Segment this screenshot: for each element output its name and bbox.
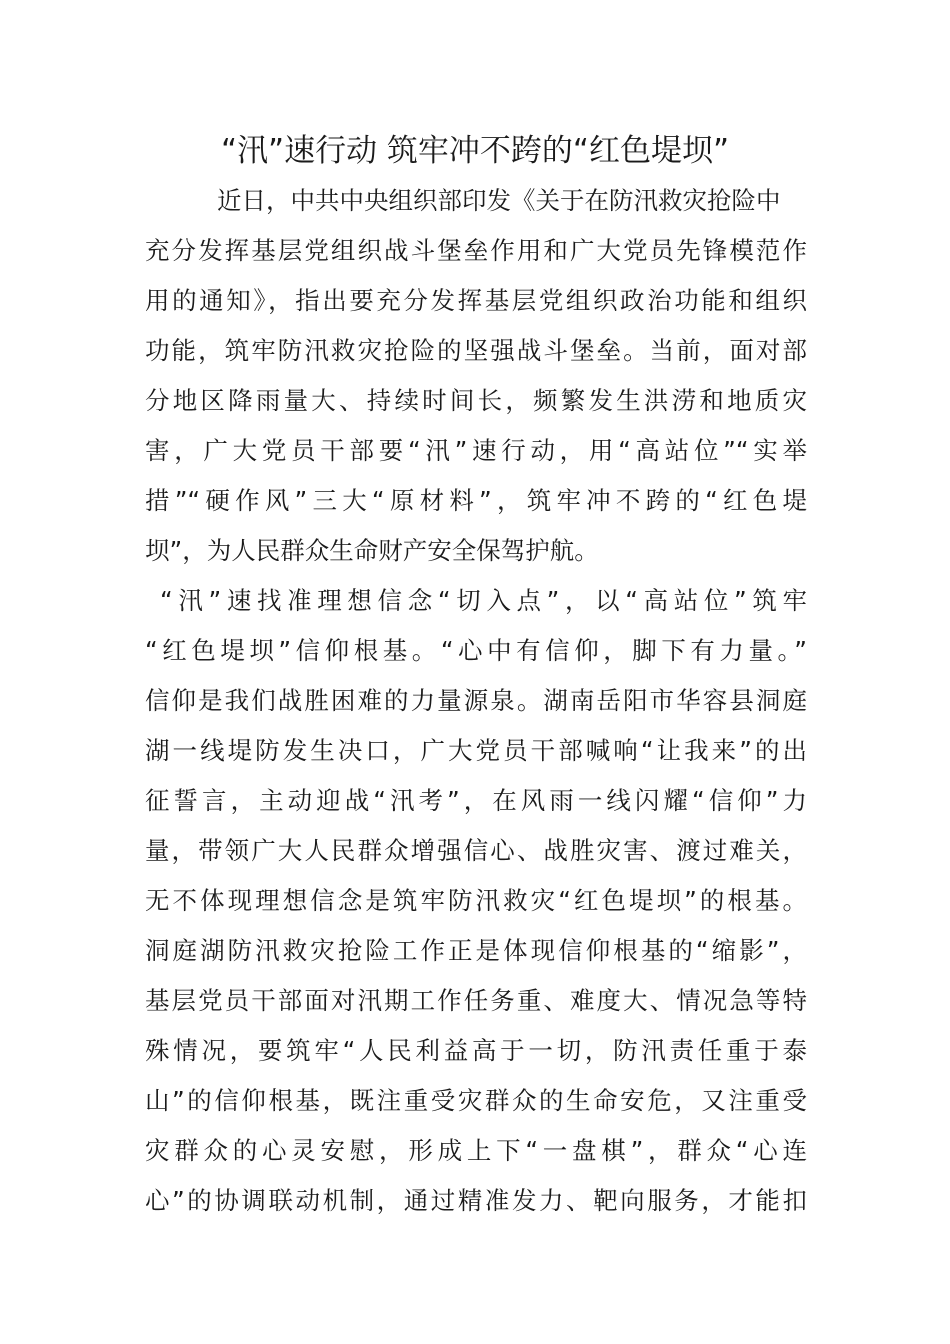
paragraph-line-13: 征誓言，主动迎战“汛考”，在风雨一线闪耀“信仰”力 — [145, 786, 807, 815]
paragraph-line-19: 山”的信仰根基，既注重受灾群众的生命安危，又注重受 — [145, 1086, 807, 1115]
paragraph-line-7: 措”“硬作风”三大“原材料”，筑牢冲不跨的“红色堤 — [145, 486, 807, 515]
paragraph-line-16: 洞庭湖防汛救灾抢险工作正是体现信仰根基的“缩影”， — [145, 936, 807, 965]
paragraph-line-10: “红色堤坝”信仰根基。“心中有信仰，脚下有力量。” — [145, 636, 807, 665]
paragraph-line-21: 心”的协调联动机制，通过精准发力、靶向服务，才能扣 — [145, 1186, 807, 1215]
paragraph-line-6: 害，广大党员干部要“汛”速行动，用“高站位”“实举 — [145, 436, 807, 465]
paragraph-line-2: 充分发挥基层党组织战斗堡垒作用和广大党员先锋模范作 — [145, 236, 807, 265]
paragraph-line-3: 用的通知》，指出要充分发挥基层党组织政治功能和组织 — [145, 286, 807, 315]
paragraph-line-14: 量，带领广大人民群众增强信心、战胜灾害、渡过难关， — [145, 836, 807, 865]
document-title: “汛”速行动 筑牢冲不跨的“红色堤坝” — [220, 133, 730, 169]
paragraph-line-5: 分地区降雨量大、持续时间长，频繁发生洪涝和地质灾 — [145, 386, 807, 415]
paragraph-line-12: 湖一线堤防发生决口，广大党员干部喊响“让我来”的出 — [145, 736, 807, 765]
paragraph-line-18: 殊情况，要筑牢“人民利益高于一切，防汛责任重于泰 — [145, 1036, 807, 1065]
paragraph-line-11: 信仰是我们战胜困难的力量源泉。湖南岳阳市华容县洞庭 — [145, 686, 807, 715]
paragraph-line-4: 功能，筑牢防汛救灾抢险的坚强战斗堡垒。当前，面对部 — [145, 336, 807, 365]
paragraph-line-17: 基层党员干部面对汛期工作任务重、难度大、情况急等特 — [145, 986, 807, 1015]
paragraph-line-20: 灾群众的心灵安慰，形成上下“一盘棋”，群众“心连 — [145, 1136, 807, 1165]
paragraph-line-15: 无不体现理想信念是筑牢防汛救灾“红色堤坝”的根基。 — [145, 886, 807, 915]
paragraph-line-8: 坝”，为人民群众生命财产安全保驾护航。 — [145, 536, 599, 565]
paragraph-line-9: “汛”速找准理想信念“切入点”，以“高站位”筑牢 — [160, 586, 807, 615]
paragraph-line-1: 近日，中共中央组织部印发《关于在防汛救灾抢险中 — [217, 186, 781, 215]
